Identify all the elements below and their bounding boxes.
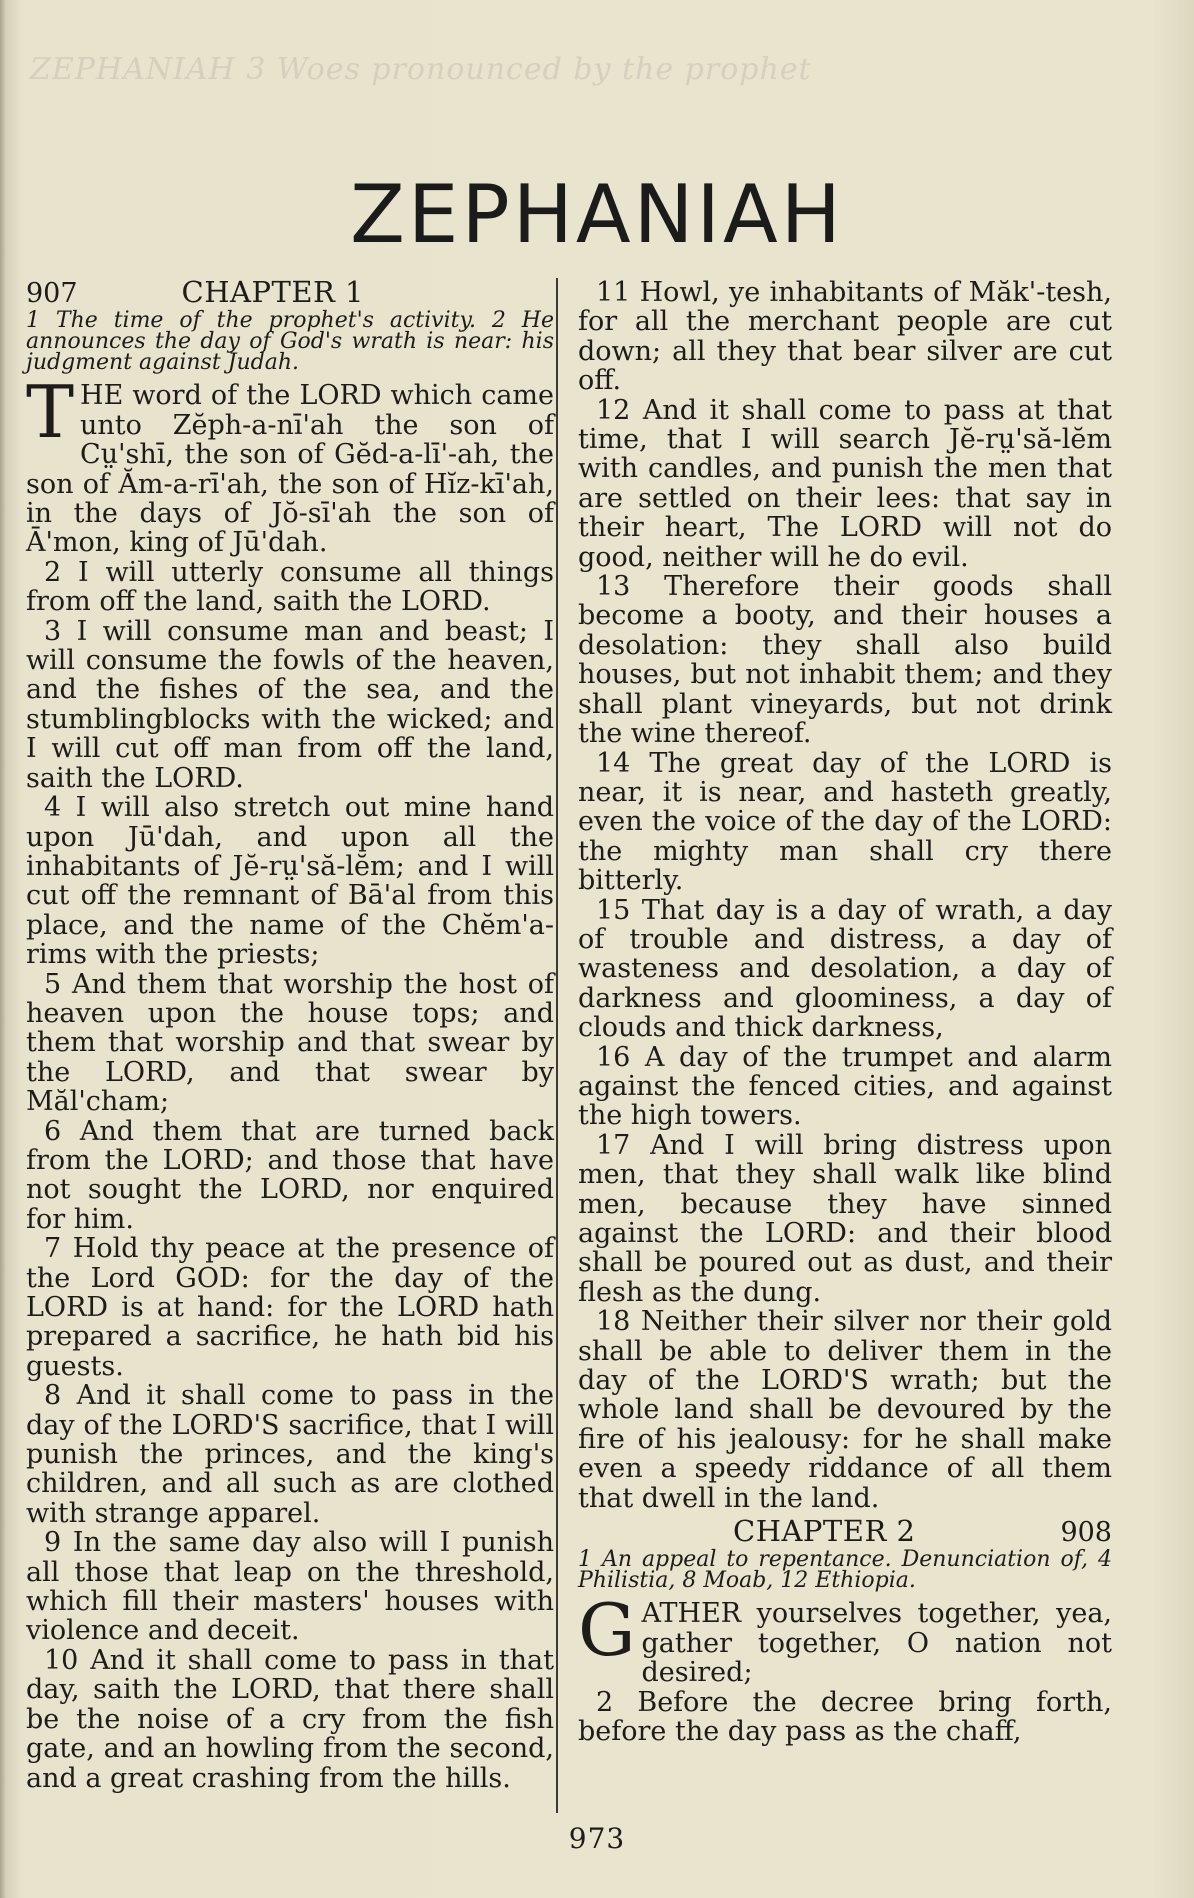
verse-1-5: 5 And them that worship the host of heaven upon the house tops; and them that worship and that swear by the LORD, and that swear by Măl'cham; <box>26 968 554 1118</box>
chapter-2-reference-number: 908 <box>1060 1517 1112 1549</box>
verse-1-9: 9 In the same day also will I punish all those that leap on the threshold, which fill their masters' houses with violence and deceit. <box>26 1527 554 1647</box>
chapter-2-heading <box>578 1514 1112 1549</box>
verse-1-12: 12 And it shall come to pass at that time, that I will search Jĕ-rṳ'să-lĕm with candles, and punish the men that are settled on their lees: that say in their heart, The LORD will not do good, neither will he do evil. <box>578 394 1112 573</box>
left-column <box>26 275 554 1794</box>
verse-2-1 <box>578 1588 1112 1689</box>
dropcap-t: T <box>26 370 75 455</box>
verse-1-18: 18 Neither their silver nor their gold shall be able to deliver them in the day of the LORD'S wrath; but the whole land shall be devoured by the fire of his jealousy: for he shall make even a speedy riddance of all them that dwell in the land. <box>578 1306 1112 1514</box>
dropcap-g: G <box>578 1588 636 1673</box>
verse-1-10: 10 And it shall come to pass in that day, saith the LORD, that there shall be the noise of a cry from the fish gate, and an howling from the second, and a great crashing from the hills. <box>26 1644 554 1794</box>
verse-1-16: 16 A day of the trumpet and alarm against the fenced cities, and against the high towers. <box>578 1041 1112 1132</box>
book-title: ZEPHANIAH <box>350 168 844 261</box>
verse-1-6: 6 And them that are turned back from the LORD; and those that have not sought the LORD, nor enquired for him. <box>26 1115 554 1235</box>
verse-1-11: 11 Howl, ye inhabitants of Măk'-tesh, for all the merchant people are cut down; all they that bear silver are cut off. <box>578 277 1112 397</box>
verse-1-17: 17 And I will bring distress upon men, that they shall walk like blind men, because they have sinned against the LORD: and their blood shall be poured out as dust, and their flesh as the dung. <box>578 1129 1112 1308</box>
verse-1-1-text: HE word of the LORD which came unto Zĕph-a-nī'ah the son of Cṳ'shī, the son of Gĕd-a-lī'-ah, the son of Ăm-a-rī'ah, the son of Hĭz-kī'ah, in the days of Jŏ-sī'ah the son of Ā'mon, king of Jū'dah. <box>26 380 554 559</box>
chapter-1-summary: 1 The time of the prophet's activity. 2 He announces the day of God's wrath is near: his judgment against Judah. <box>26 308 554 376</box>
chapter-1-reference-number: 907 <box>26 278 78 309</box>
column-divider <box>556 278 558 1813</box>
chapter-1-label: CHAPTER 1 <box>181 275 364 309</box>
verse-1-13: 13 Therefore their goods shall become a booty, and their houses a desolation: they shall also build houses, but not inhabit them; and they shall plant vineyards, but not drink the wine thereof. <box>578 571 1112 750</box>
verse-2-1-text: ATHER yourselves together, yea, gather together, O nation not desired; <box>641 1598 1112 1689</box>
verse-1-3: 3 I will consume man and beast; I will consume the fowls of the heaven, and the fishes of the sea, and the stumblingblocks with the wicked; and I will cut off man from off the land, saith the LORD. <box>26 615 554 794</box>
verse-1-15: 15 That day is a day of wrath, a day of trouble and distress, a day of wasteness and desolation, a day of darkness and gloominess, a day of clouds and thick darkness, <box>578 894 1112 1044</box>
bleed-through-text: ZEPHANIAH 3 Woes pronounced by the prophet <box>30 52 812 87</box>
verse-1-4: 4 I will also stretch out mine hand upon Jū'dah, and upon all the inhabitants of Jĕ-rṳ'să-lĕm; and I will cut off the remnant of Bā'al from this place, and the name of the Chĕm'a-rims with the priests; <box>26 792 554 971</box>
chapter-2-label: CHAPTER 2 <box>733 1514 916 1549</box>
page-number: 973 <box>568 1822 626 1855</box>
verse-2-2: 2 Before the decree bring forth, before the day pass as the chaff, <box>578 1686 1112 1748</box>
verse-1-14: 14 The great day of the LORD is near, it is near, and hasteth greatly, even the voice of the day of the LORD: the mighty man shall cry there bitterly. <box>578 747 1112 897</box>
chapter-2-summary: 1 An appeal to repentance. Denunciation of, 4 Philistia, 8 Moab, 12 Ethiopia. <box>578 1547 1112 1594</box>
verse-1-2: 2 I will utterly consume all things from off the land, saith the LORD. <box>26 556 554 618</box>
right-column <box>578 278 1112 1747</box>
chapter-1-heading <box>26 275 554 309</box>
verse-1-1 <box>26 370 554 559</box>
verse-1-7: 7 Hold thy peace at the presence of the Lord GOD: for the day of the LORD is at hand: for the LORD hath prepared a sacrifice, he hath bid his guests. <box>26 1233 554 1382</box>
verse-1-8: 8 And it shall come to pass in the day of the LORD'S sacrifice, that I will punish the princes, and the king's children, and all such as are clothed with strange apparel. <box>26 1380 554 1529</box>
page-spine-shadow <box>0 0 6 1898</box>
